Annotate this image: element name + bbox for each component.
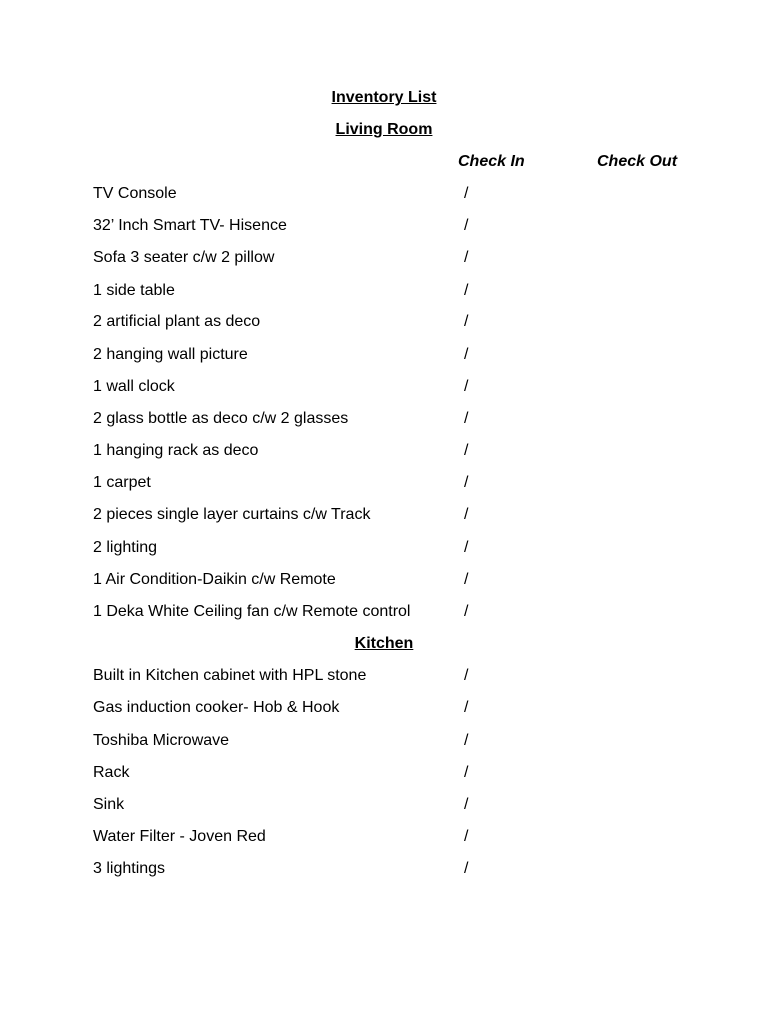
list-item — [93, 376, 693, 398]
list-item — [93, 762, 693, 784]
list-item — [93, 697, 693, 719]
check-in-mark: / — [464, 603, 469, 620]
check-in-mark: / — [464, 796, 469, 813]
list-item — [93, 472, 693, 494]
list-item — [93, 504, 693, 526]
item-label: Rack — [93, 764, 130, 781]
list-item — [93, 408, 693, 430]
check-in-mark: / — [464, 860, 469, 877]
check-in-mark: / — [464, 667, 469, 684]
list-item — [93, 247, 693, 269]
check-in-mark: / — [464, 699, 469, 716]
item-label: Sink — [93, 796, 125, 813]
item-label: 1 hanging rack as deco — [93, 442, 259, 459]
item-label: 32’ Inch Smart TV- Hisence — [93, 217, 287, 234]
check-in-mark: / — [464, 313, 469, 330]
list-item — [93, 280, 693, 302]
check-in-header: Check In — [458, 153, 525, 170]
page-title: Inventory List — [331, 89, 437, 106]
list-item — [93, 826, 693, 848]
list-item — [93, 537, 693, 559]
list-item — [93, 730, 693, 752]
list-item — [93, 440, 693, 462]
item-label: 2 lighting — [93, 539, 158, 556]
item-label: 2 glass bottle as deco c/w 2 glasses — [93, 410, 349, 427]
check-out-header: Check Out — [597, 153, 678, 170]
list-item — [93, 183, 693, 205]
list-item — [93, 794, 693, 816]
check-in-mark: / — [464, 217, 469, 234]
list-item — [93, 569, 693, 591]
item-label: 3 lightings — [93, 860, 166, 877]
check-in-mark: / — [464, 571, 469, 588]
item-label: 1 Air Condition-Daikin c/w Remote — [93, 571, 336, 588]
check-in-mark: / — [464, 346, 469, 363]
list-item — [93, 311, 693, 333]
list-item — [93, 344, 693, 366]
item-label: Water Filter - Joven Red — [93, 828, 266, 845]
item-label: 1 side table — [93, 282, 175, 299]
item-label: 2 artificial plant as deco — [93, 313, 261, 330]
check-in-mark: / — [464, 506, 469, 523]
item-label: Toshiba Microwave — [93, 732, 230, 749]
item-label: 1 wall clock — [93, 378, 175, 395]
check-in-mark: / — [464, 539, 469, 556]
item-label: Sofa 3 seater c/w 2 pillow — [93, 249, 275, 266]
check-in-mark: / — [464, 474, 469, 491]
check-in-mark: / — [464, 410, 469, 427]
item-label: Built in Kitchen cabinet with HPL stone — [93, 667, 367, 684]
check-in-mark: / — [464, 378, 469, 395]
section-heading-living-room: Living Room — [335, 121, 433, 138]
check-in-mark: / — [464, 764, 469, 781]
item-label: 1 carpet — [93, 474, 151, 491]
item-label: Gas induction cooker- Hob & Hook — [93, 699, 340, 716]
item-label: 2 hanging wall picture — [93, 346, 248, 363]
item-label: 2 pieces single layer curtains c/w Track — [93, 506, 371, 523]
list-item — [93, 215, 693, 237]
list-item — [93, 858, 693, 880]
check-in-mark: / — [464, 828, 469, 845]
check-in-mark: / — [464, 249, 469, 266]
check-in-mark: / — [464, 282, 469, 299]
check-in-mark: / — [464, 185, 469, 202]
section-heading-kitchen: Kitchen — [354, 635, 414, 652]
list-item — [93, 601, 693, 623]
check-in-mark: / — [464, 442, 469, 459]
list-item — [93, 665, 693, 687]
item-label: 1 Deka White Ceiling fan c/w Remote control — [93, 603, 411, 620]
item-label: TV Console — [93, 185, 177, 202]
check-in-mark: / — [464, 732, 469, 749]
